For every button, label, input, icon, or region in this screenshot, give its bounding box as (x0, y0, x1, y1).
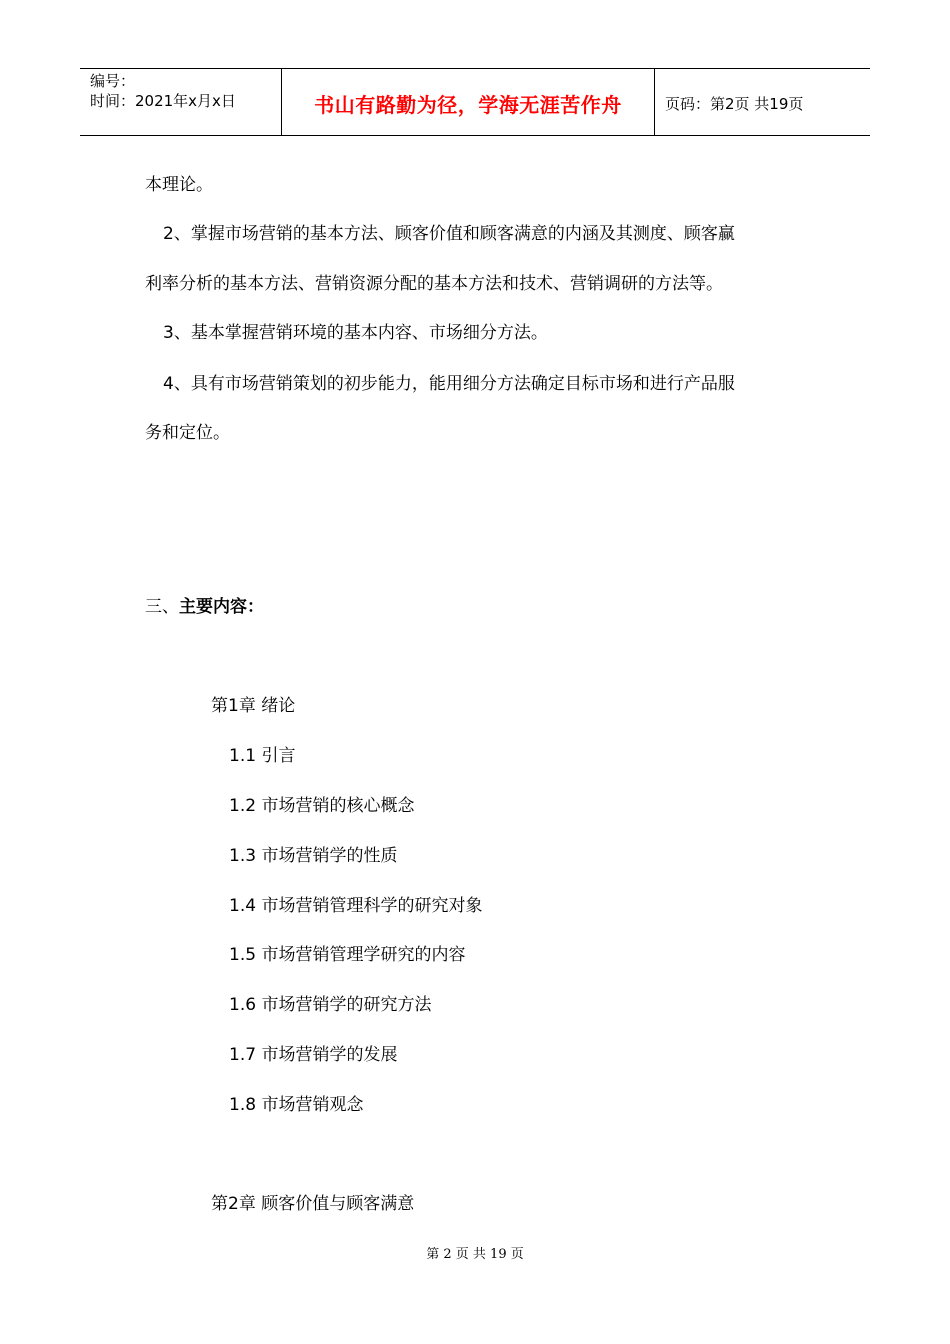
section-heading (145, 595, 264, 619)
toc-item: 1.1 引言 (229, 746, 296, 766)
section-prefix: 三、 (145, 597, 179, 617)
toc-item: 1.4 市场营销管理科学的研究对象 (229, 896, 483, 916)
page-footer: 第 2 页 共 19 页 (426, 1247, 524, 1262)
paragraph-line: 务和定位。 (145, 423, 230, 443)
paragraph-line: 3、基本掌握营销环境的基本内容、市场细分方法。 (163, 323, 548, 343)
toc-item: 1.6 市场营销学的研究方法 (229, 995, 432, 1015)
paragraph-line: 4、具有市场营销策划的初步能力，能用细分方法确定目标市场和进行产品服 (163, 374, 735, 394)
document-number-label: 编号： (90, 72, 136, 90)
toc-item: 1.2 市场营销的核心概念 (229, 796, 415, 816)
header-motto: 书山有路勤为径，学海无涯苦作舟 (314, 93, 622, 117)
page-header (80, 68, 870, 136)
chapter-1-title: 第1章 绪论 (211, 696, 296, 716)
paragraph-line: 本理论。 (145, 175, 213, 195)
document-date: 时间：2021年x月x日 (90, 92, 236, 110)
paragraph-line: 2、掌握市场营销的基本方法、顾客价值和顾客满意的内涵及其测度、顾客赢 (163, 224, 735, 244)
chapter-2-title: 第2章 顾客价值与顾客满意 (211, 1194, 415, 1214)
header-page-info: 页码：第2页 共19页 (665, 95, 804, 113)
header-meta (90, 71, 280, 111)
toc-item: 1.5 市场营销管理学研究的内容 (229, 945, 466, 965)
section-title: 主要内容： (179, 597, 264, 617)
toc-item: 1.3 市场营销学的性质 (229, 846, 398, 866)
header-divider-right (654, 69, 655, 135)
paragraph-line: 利率分析的基本方法、营销资源分配的基本方法和技术、营销调研的方法等。 (145, 274, 723, 294)
toc-item: 1.8 市场营销观念 (229, 1095, 364, 1115)
toc-item: 1.7 市场营销学的发展 (229, 1045, 398, 1065)
